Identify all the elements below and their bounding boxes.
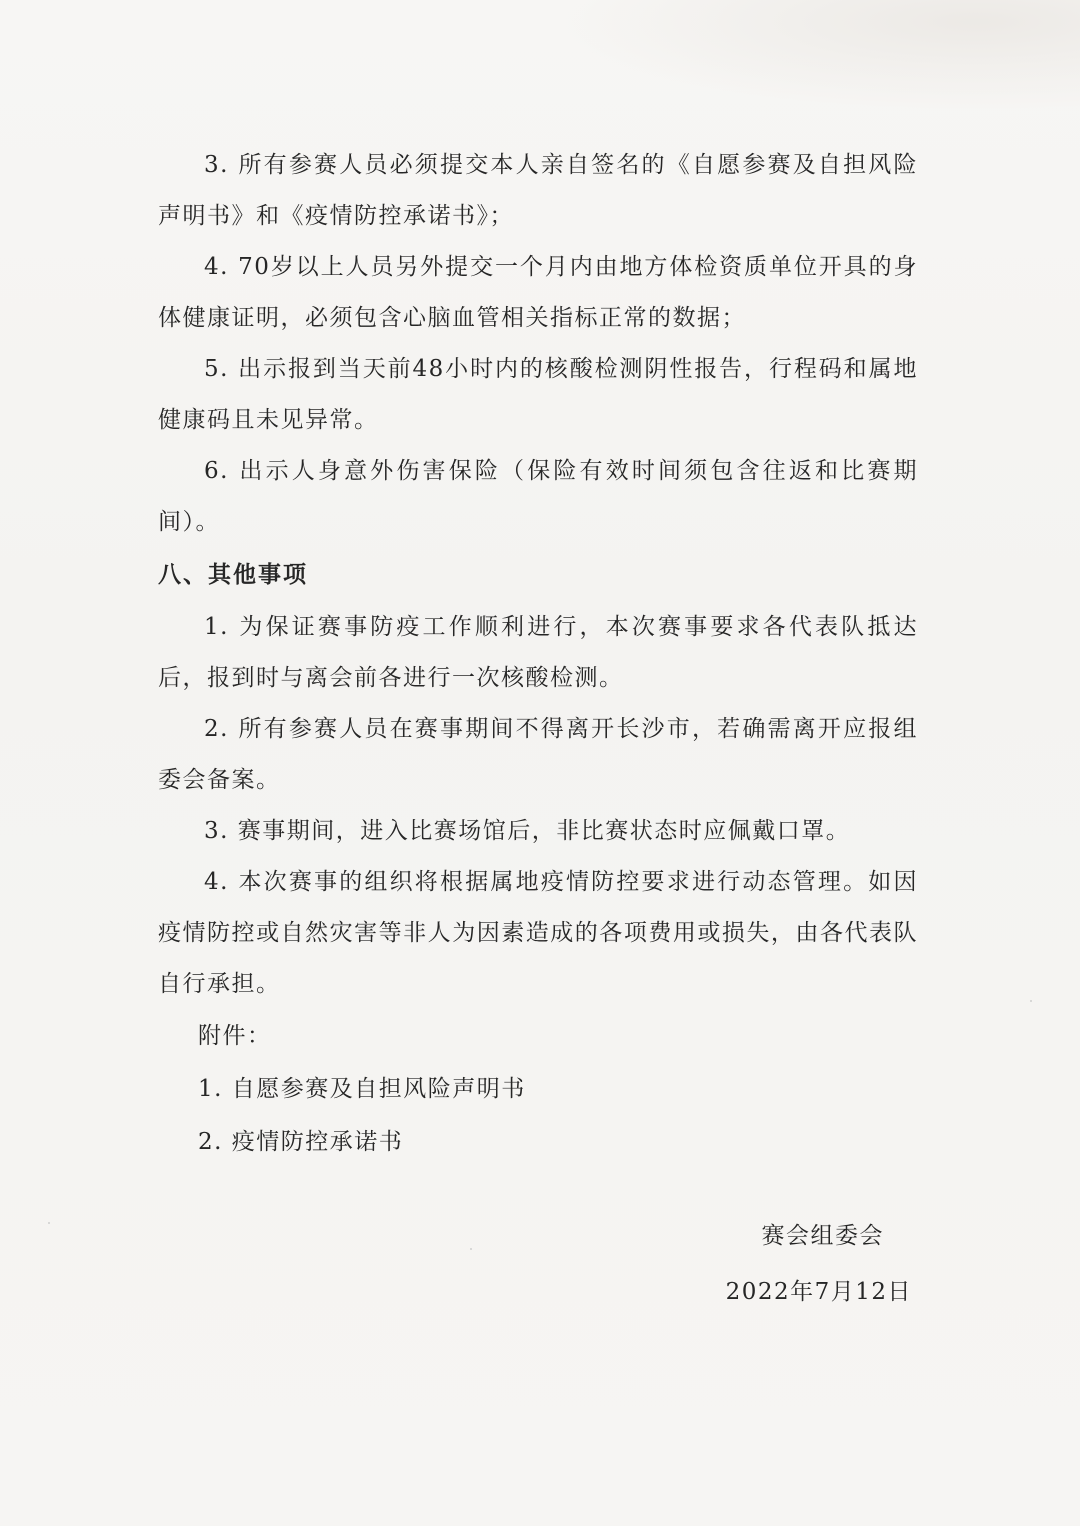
attachment-item-2: 2. 疫情防控承诺书 xyxy=(198,1129,404,1155)
scan-shadow xyxy=(560,0,1080,110)
other-item-2: 2. 所有参赛人员在赛事期间不得离开长沙市，若确需离开应报组委会备案。 xyxy=(158,716,918,793)
other-item-1: 1. 为保证赛事防疫工作顺利进行，本次赛事要求各代表队抵达后，报到时与离会前各进行一次核酸检测。 xyxy=(158,614,918,691)
section-heading-other-matters: 八、其他事项 xyxy=(158,562,308,588)
other-item-3: 3. 赛事期间，进入比赛场馆后，非比赛状态时应佩戴口罩。 xyxy=(204,818,851,844)
scan-speck xyxy=(48,1222,50,1224)
requirement-item-3: 3. 所有参赛人员必须提交本人亲自签名的《自愿参赛及自担风险声明书》和《疫情防控承诺书》； xyxy=(158,152,918,229)
other-item-4: 4. 本次赛事的组织将根据属地疫情防控要求进行动态管理。如因疫情防控或自然灾害等非人为因素造成的各项费用或损失，由各代表队自行承担。 xyxy=(158,869,918,997)
attachment-item-1: 1. 自愿参赛及自担风险声明书 xyxy=(198,1076,526,1102)
requirement-item-4: 4. 70岁以上人员另外提交一个月内由地方体检资质单位开具的身体健康证明，必须包含心脑血管相关指标正常的数据； xyxy=(158,254,918,331)
requirement-item-6: 6. 出示人身意外伤害保险（保险有效时间须包含往返和比赛期间）。 xyxy=(158,458,918,535)
signature-organization: 赛会组委会 xyxy=(761,1223,884,1249)
signature-date: 2022年7月12日 xyxy=(725,1279,912,1305)
signature-block xyxy=(726,1208,912,1320)
requirement-item-5: 5. 出示报到当天前48小时内的核酸检测阴性报告，行程码和属地健康码且未见异常。 xyxy=(158,356,918,433)
attachments-title: 附件： xyxy=(198,1023,272,1049)
scan-speck xyxy=(470,1248,472,1250)
document-body xyxy=(158,140,918,1169)
scan-speck xyxy=(1030,1000,1032,1002)
